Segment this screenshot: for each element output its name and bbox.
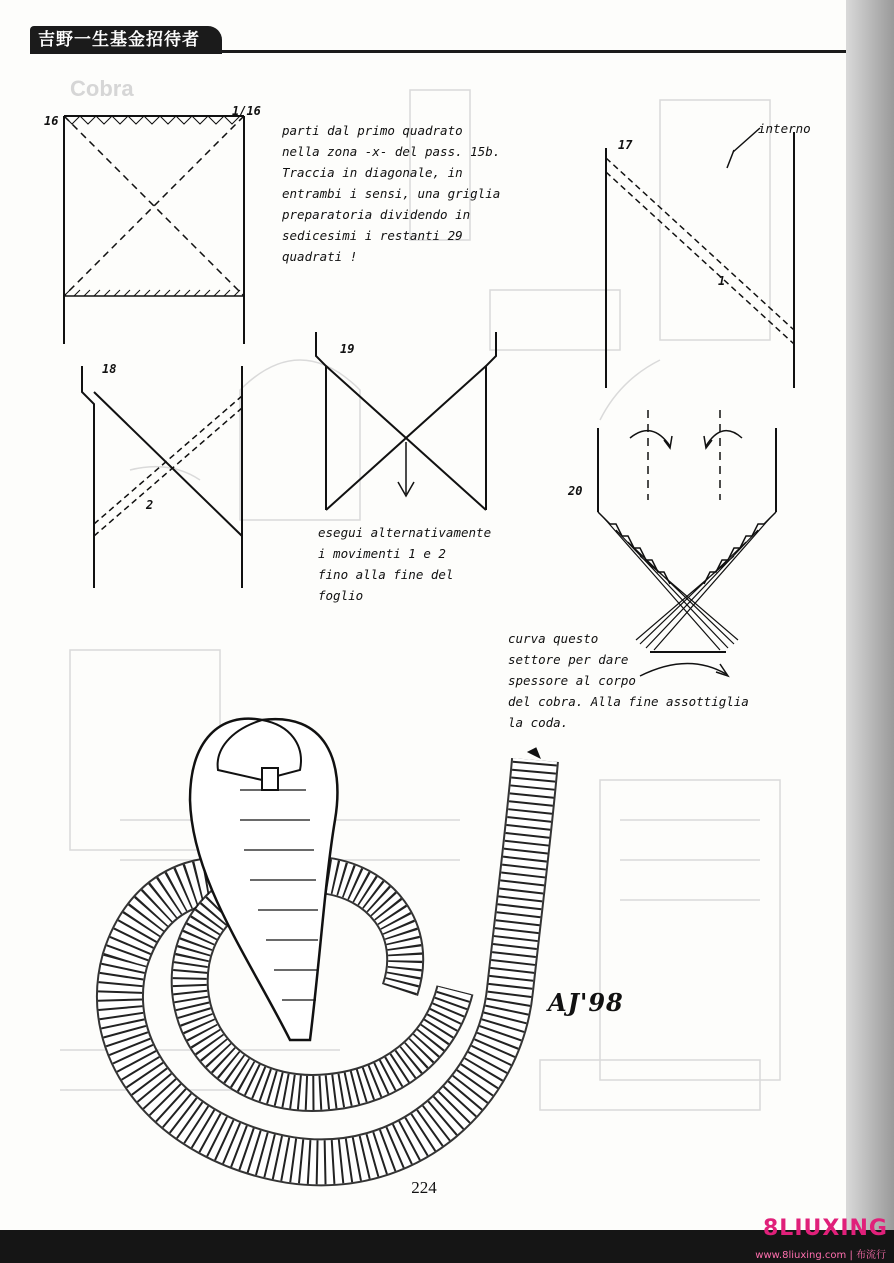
step20-number: 20 [568, 484, 583, 498]
watermark-logo: 8LIUXING [763, 1216, 888, 1241]
step19-number: 19 [340, 342, 355, 356]
step16-number: 16 [44, 114, 59, 128]
instruction-step20: curva questo settore per dare spessore al corpo del cobra. Alla fine assottiglia la coda. [508, 631, 749, 730]
step16-diagram [64, 116, 244, 344]
step16-corner-mark: 1/16 [232, 104, 261, 118]
header-rule [30, 50, 846, 53]
step17-mark-1: 1 [718, 274, 726, 288]
ghost-title: Cobra [70, 76, 134, 101]
header-title: 吉野一生基金招待者 [30, 26, 222, 54]
step17-number: 17 [618, 138, 633, 152]
step19-diagram [316, 332, 496, 510]
label-interno: interno [758, 121, 811, 136]
watermark-url: www.8liuxing.com | 布流行 [755, 1250, 886, 1261]
page-number: 224 [411, 1178, 437, 1197]
artist-signature: AJ'98 [548, 988, 624, 1017]
instruction-step16: parti dal primo quadrato nella zona -x- del pass. 15b. Traccia in diagonale, in entrambi i sensi, una griglia preparatoria dividendo in sedicesimi i restanti 29 quadrati ! [282, 123, 501, 264]
step18-number: 18 [102, 362, 117, 376]
step18-diagram [82, 366, 242, 588]
step17-diagram [606, 128, 794, 388]
instruction-step19: esegui alternativamente i movimenti 1 e 2 fino alla fine del foglio [318, 525, 492, 603]
step18-mark-2: 2 [146, 498, 154, 512]
cobra-illustration [120, 719, 540, 1163]
